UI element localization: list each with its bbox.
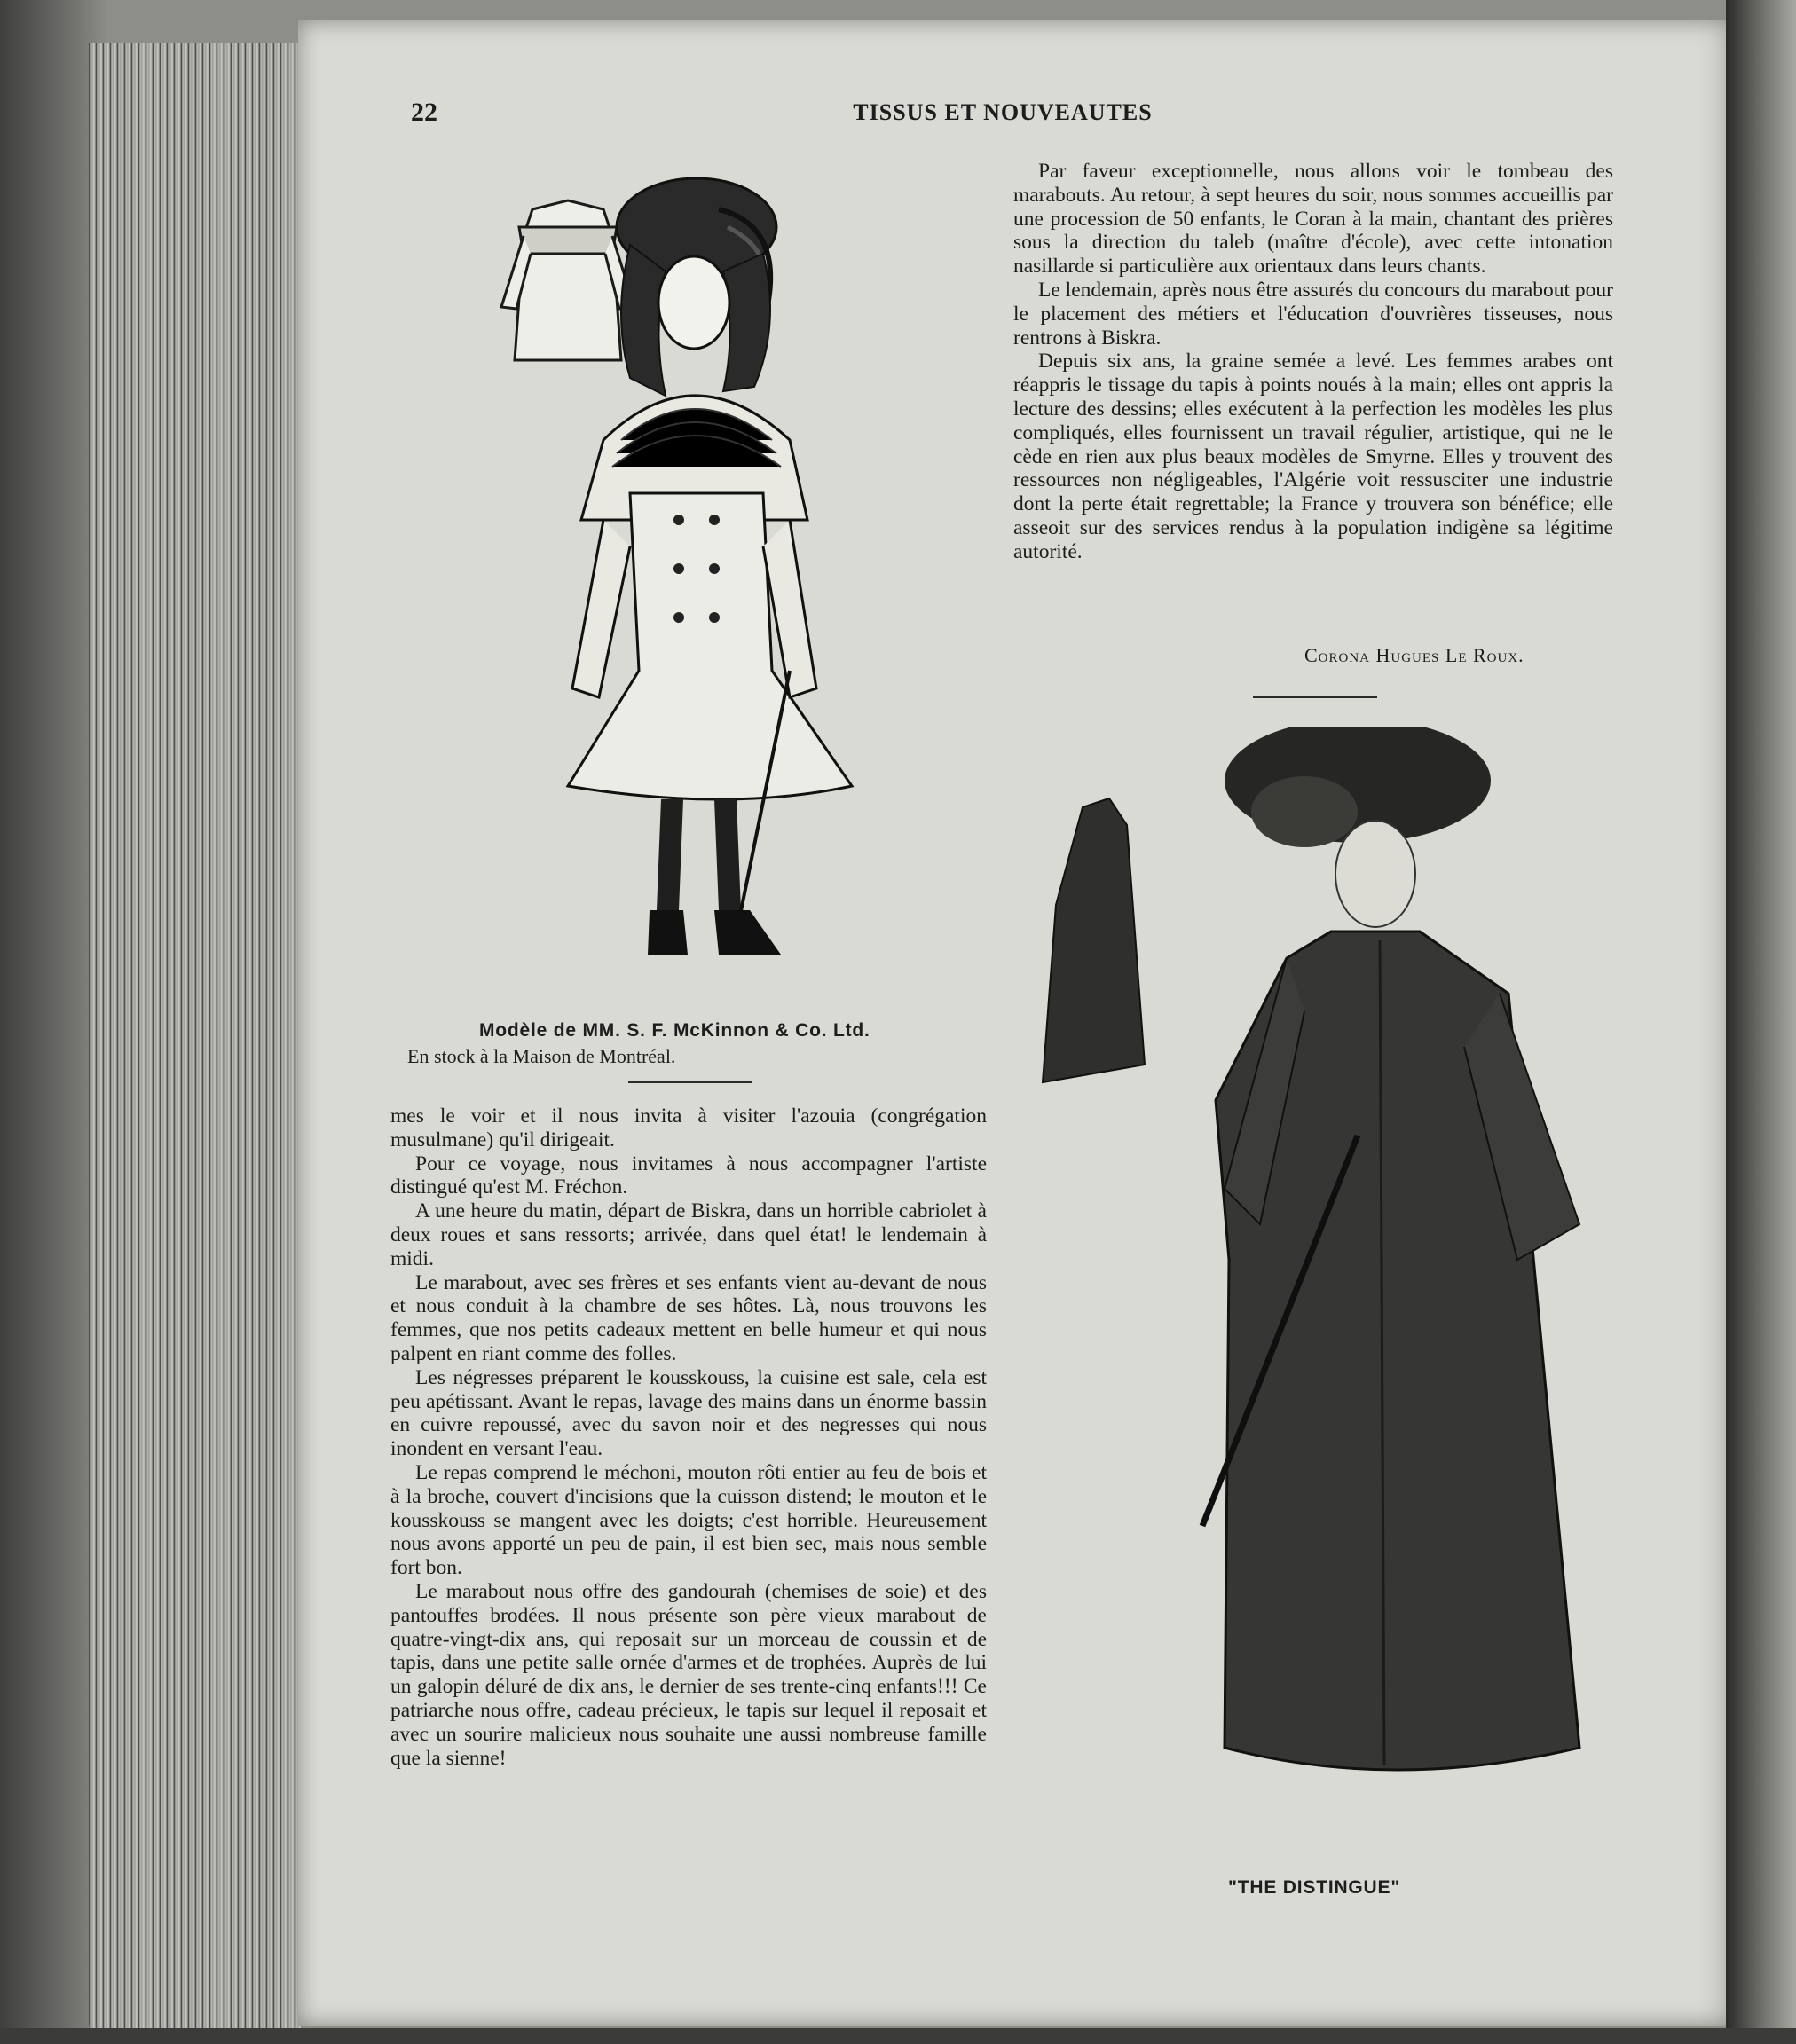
left-paragraph-4: Le marabout, avec ses frères et ses enfants vient au-devant de nous et nous conduit à la chambre de ses hôtes. Là, nous trouvons les femmes, que nos petits cadeaux mettent en belle humeur et qui nous palpent en riant comme des folles.	[390, 1270, 987, 1365]
small-coat-front-view	[1043, 798, 1145, 1082]
left-paragraph-1: mes le voir et il nous invita à visiter l'azouia (congrégation musulmane) qu'il dirigeait.	[390, 1105, 987, 1152]
left-column-text	[390, 1105, 987, 1770]
right-paragraph-3: Depuis six ans, la graine semée a levé. Les femmes arabes ont réappris le tissage du tapis à points noués à la main; elles ont appris la lecture des dessins; elles exécutent à la perfection les modèles les plus compliqués, elles fournissent un travail régulier, artistique, qui ne le cède en rien aux plus beaux modèles de Smyrne. Elles y trouvent des ressources non négligeables, l'Algérie voit ressusciter une industrie dont la perte était regrettable; la France y trouvera son bénéfice; elle asseoit sur des services rendus à la population indigène sa légitime autorité.	[1013, 350, 1613, 563]
woman-coat-illustration	[1038, 727, 1615, 1872]
small-coat-back-view	[501, 200, 634, 360]
caption-divider	[628, 1081, 752, 1083]
woman-face	[1335, 821, 1415, 927]
girl-caption-line1: Modèle de MM. S. F. McKinnon & Co. Ltd.	[479, 1020, 870, 1041]
right-column-text	[1013, 160, 1613, 564]
book-binding-right	[1726, 0, 1796, 2044]
left-paragraph-2: Pour ce voyage, nous invitames à nous accompagner l'artiste distingué qu'est M. Fréchon.	[390, 1152, 987, 1199]
left-paragraph-5: Les négresses préparent le kousskouss, la cuisine est sale, cela est peu apétissant. Avant le repas, lavage des mains dans un énorme bassin en cuivre repoussé, avec du savon noir et des negresses qui nous inondent en versant l'eau.	[390, 1365, 987, 1461]
girl-caption-line2: En stock à la Maison de Montréal.	[407, 1045, 676, 1067]
left-paragraph-7: Le marabout nous offre des gandourah (chemises de soie) et des pantouffes brodées. Il nous présente son père vieux marabout de quatre-vingt-dix ans, qui reposait sur un morceau de coussin et de tapis, dans une petite salle ornée d'armes et de trophées. Auprès de lui un galopin déluré de dix ans, le dernier de ses trente-cinq enfants!!! Ce patriarche nous offre, cadeau précieux, le tapis sur lequel il reposait et avec un sourire malicieux nous souhaite une aussi nombreuse famille que la sienne!	[390, 1579, 987, 1770]
running-title: TISSUS ET NOUVEAUTES	[853, 99, 1153, 125]
author-signature: Corona Hugues Le Roux.	[1304, 644, 1524, 666]
girl-coat-illustration	[497, 174, 914, 1008]
right-paragraph-1: Par faveur exceptionnelle, nous allons voir le tombeau des marabouts. Au retour, à sept heures du soir, nous sommes accueillis par une procession de 50 enfants, le Coran à la main, chantant des prières sous la direction du taleb (maître d'école), avec cette intonation nasillarde si particulière aux orientaux dans leurs chants.	[1013, 160, 1613, 279]
right-paragraph-2: Le lendemain, après nous être assurés du concours du marabout pour le placement des métiers et l'éducation d'ouvrières tisseuses, nous rentrons à Biskra.	[1013, 278, 1614, 350]
girl-legs	[657, 799, 741, 910]
left-paragraph-6: Le repas comprend le méchoni, mouton rôti entier au feu de bois et à la broche, couvert d'incisions que la cuisson distend; le mouton et le kousskouss se mangent avec les doigts; c'est horrible. Heureusement nous avons apporté un peu de pain, il est bien sec, mais nous semble fort bon.	[390, 1460, 987, 1580]
girl-face	[658, 256, 729, 349]
left-paragraph-3: A une heure du matin, départ de Biskra, dans un horrible cabriolet à deux roues et sans ressorts; arrivée, dans quel état! le lendemain à midi.	[390, 1199, 987, 1270]
section-divider	[1253, 696, 1377, 698]
woman-caption: "THE DISTINGUE"	[1228, 1877, 1401, 1898]
page-number: 22	[411, 98, 437, 127]
girl-boots	[648, 910, 781, 955]
bottom-shadow	[0, 2028, 1796, 2044]
page-stack-edges	[89, 43, 302, 2030]
